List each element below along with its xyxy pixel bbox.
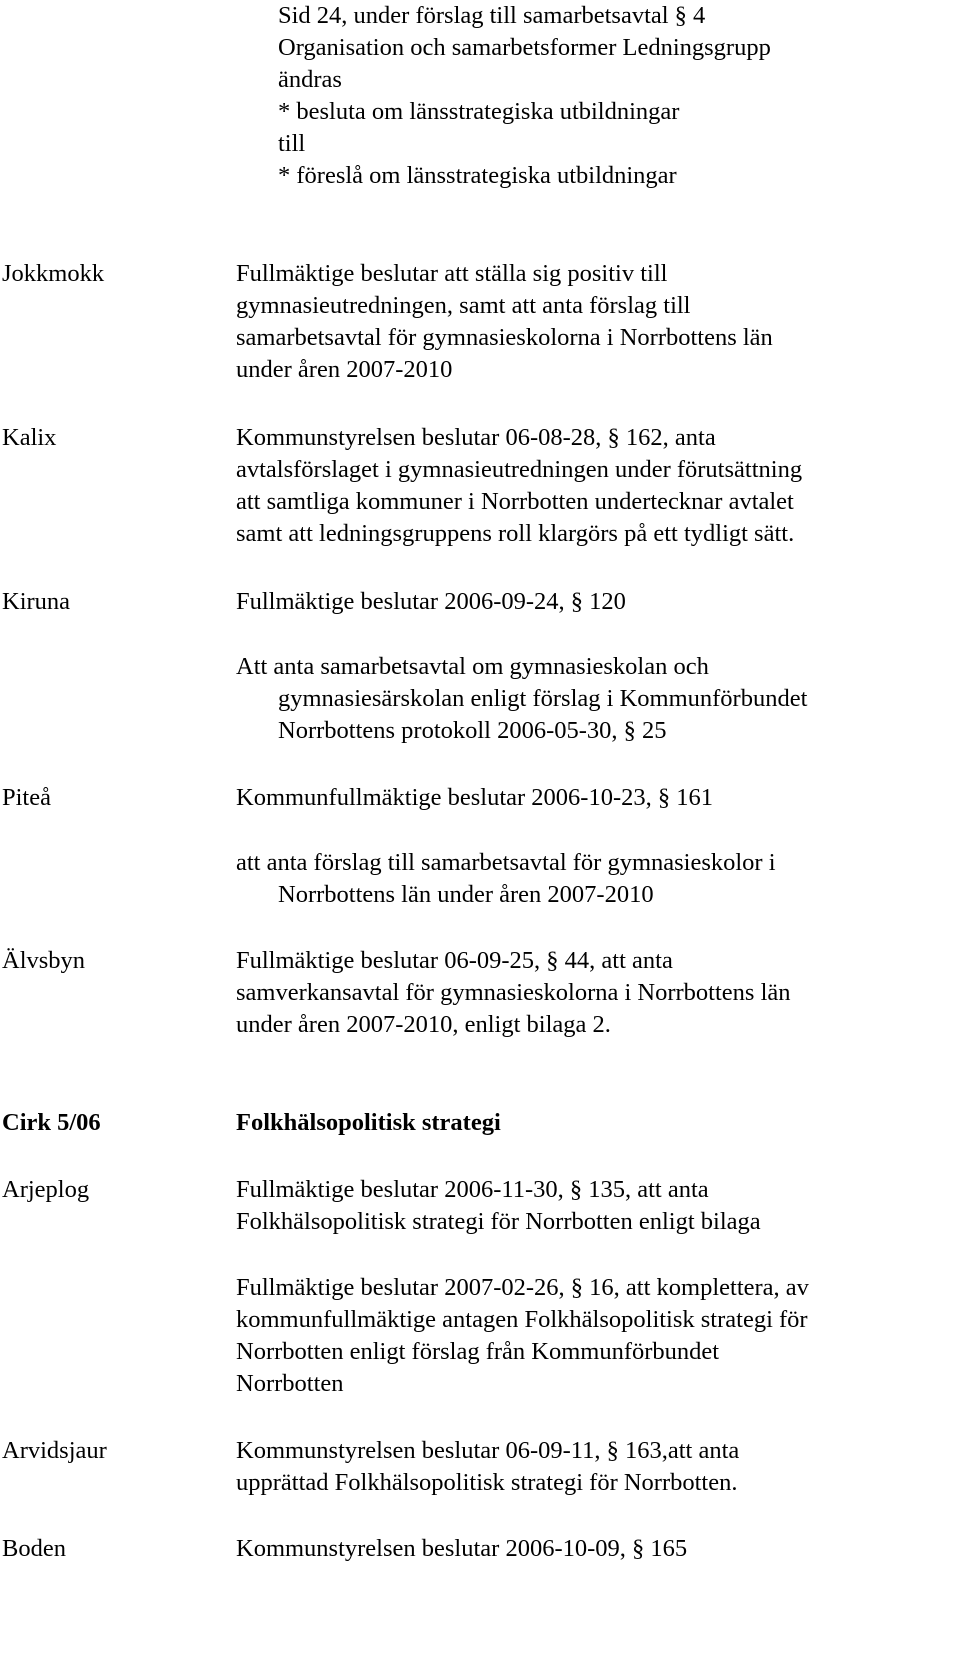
section-heading: Folkhälsopolitisk strategi	[236, 1109, 501, 1136]
decision-line: samarbetsavtal för gymnasieskolorna i Norrbottens län	[236, 324, 773, 351]
decision-line: Kommunfullmäktige beslutar 2006-10-23, § 161	[236, 784, 713, 811]
decision-line: kommunfullmäktige antagen Folkhälsopolitisk strategi för	[236, 1306, 808, 1333]
decision-line: Fullmäktige beslutar att ställa sig positiv till	[236, 260, 668, 287]
municipality-label-arjeplog: Arjeplog	[2, 1176, 90, 1203]
intro-line-2: Organisation och samarbetsformer Ledningsgrupp	[278, 34, 771, 61]
municipality-label-alvsbyn: Älvsbyn	[2, 947, 86, 974]
decision-subline: gymnasiesärskolan enligt förslag i Kommunförbundet	[278, 685, 808, 712]
decision-line: samt att ledningsgruppens roll klargörs på ett tydligt sätt.	[236, 520, 795, 547]
decision-line: Kommunstyrelsen beslutar 2006-10-09, § 165	[236, 1535, 688, 1562]
intro-line-4: * besluta om länsstrategiska utbildningar	[278, 98, 680, 125]
decision-line: Folkhälsopolitisk strategi för Norrbotten enligt bilaga	[236, 1208, 761, 1235]
decision-line: under åren 2007-2010	[236, 356, 453, 383]
intro-line-1: Sid 24, under förslag till samarbetsavtal § 4	[278, 2, 706, 29]
decision-line: Fullmäktige beslutar 2006-09-24, § 120	[236, 588, 626, 615]
decision-line: Norrbotten enligt förslag från Kommunförbundet	[236, 1338, 720, 1365]
decision-line: Norrbotten	[236, 1370, 344, 1397]
decision-line: Fullmäktige beslutar 2007-02-26, § 16, att komplettera, av	[236, 1274, 809, 1301]
decision-subline: Norrbottens protokoll 2006-05-30, § 25	[278, 717, 667, 744]
intro-line-5: till	[278, 130, 306, 157]
decision-line: under åren 2007-2010, enligt bilaga 2.	[236, 1011, 611, 1038]
decision-line: samverkansavtal för gymnasieskolorna i Norrbottens län	[236, 979, 791, 1006]
intro-line-6: * föreslå om länsstrategiska utbildningar	[278, 162, 677, 189]
decision-line: avtalsförslaget i gymnasieutredningen under förutsättning	[236, 456, 803, 483]
municipality-label-boden: Boden	[2, 1535, 66, 1562]
decision-line: gymnasieutredningen, samt att anta förslag till	[236, 292, 691, 319]
decision-line: Fullmäktige beslutar 06-09-25, § 44, att anta	[236, 947, 673, 974]
decision-line: att samtliga kommuner i Norrbotten undertecknar avtalet	[236, 488, 794, 515]
decision-line: Kommunstyrelsen beslutar 06-09-11, § 163,att anta	[236, 1437, 740, 1464]
decision-line: Kommunstyrelsen beslutar 06-08-28, § 162, anta	[236, 424, 716, 451]
decision-line: upprättad Folkhälsopolitisk strategi för Norrbotten.	[236, 1469, 738, 1496]
municipality-label-jokkmokk: Jokkmokk	[2, 260, 105, 287]
municipality-label-kiruna: Kiruna	[2, 588, 71, 615]
municipality-label-arvidsjaur: Arvidsjaur	[2, 1437, 107, 1464]
decision-line: Fullmäktige beslutar 2006-11-30, § 135, att anta	[236, 1176, 709, 1203]
decision-subline: att anta förslag till samarbetsavtal för gymnasieskolor i	[236, 849, 776, 876]
municipality-label-pitea: Piteå	[2, 784, 51, 811]
intro-line-3: ändras	[278, 66, 342, 93]
municipality-label-kalix: Kalix	[2, 424, 57, 451]
circular-reference: Cirk 5/06	[2, 1109, 101, 1136]
decision-subline: Norrbottens län under åren 2007-2010	[278, 881, 654, 908]
decision-subline: Att anta samarbetsavtal om gymnasieskolan och	[236, 653, 709, 680]
